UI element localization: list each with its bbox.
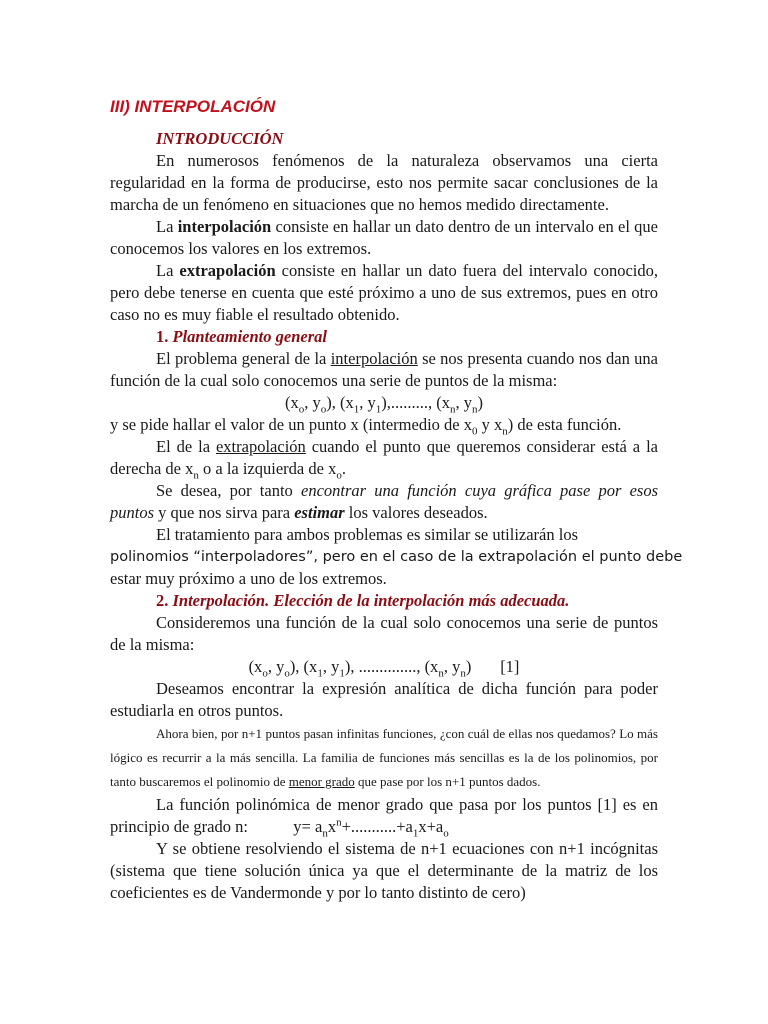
section-2-paragraph-1: Consideremos una función de la cual solo conocemos una serie de puntos de la misma:	[110, 613, 658, 654]
intro-paragraph-1: En numerosos fenómenos de la naturaleza observamos una cierta regularidad en la forma de producirse, esto nos permite sacar conclusiones de la marcha de un fenómeno en situaciones que no hemos medido directamente.	[110, 151, 658, 214]
section-1-paragraph-3: El de la extrapolación cuando el punto que queremos considerar está a la derecha de $x_n$ o a la izquierda de $x_o$.	[110, 437, 658, 482]
section-1-paragraph-5-sans: polinomios “interpoladores”, pero en el caso de la extrapolación el punto debe	[110, 549, 683, 565]
equation-reference: [1]	[500, 657, 520, 676]
chapter-title: III) INTERPOLACIÓN	[110, 97, 276, 116]
section-2-paragraph-4: La función polinómica de menor grado que pasa por los puntos [1] es en principio de grado n: $y= a_nx^n+...........+a_1x+a_o$	[110, 795, 658, 840]
section-2-heading: 2. Interpolación. Elección de la interpolación más adecuada.	[156, 591, 570, 610]
term-interpolacion: interpolación	[177, 217, 272, 236]
section-1-paragraph-2: y se pide hallar el valor de un punto x (intermedio de $x_0$ y $x_n$) de esta función.	[110, 415, 622, 438]
intro-heading: INTRODUCCIÓN	[156, 129, 284, 148]
intro-paragraph-2: La interpolación consiste en hallar un dato dentro de un intervalo en el que conocemos los valores en los extremos.	[110, 217, 659, 258]
polynomial-formula: $y= a_nx^n+...........+a_1x+a_o$	[293, 816, 449, 840]
section-2-paragraph-5: Y se obtiene resolviendo el sistema de n+1 ecuaciones con n+1 incógnitas (sistema que tiene solución única ya que el determinante de la matriz de los coeficientes es de Vandermonde y por lo tanto distinto de cero)	[110, 839, 658, 902]
section-1-paragraph-5-end: estar muy próximo a uno de los extremos.	[110, 569, 387, 588]
section-1-heading: 1. Planteamiento general	[156, 327, 327, 346]
section-1-paragraph-5: El tratamiento para ambos problemas es similar se utilizarán los	[156, 525, 578, 544]
intro-paragraph-3: La extrapolación consiste en hallar un dato fuera del intervalo conocido, pero debe tenerse en cuenta que esté próximo a uno de sus extremos, pues en otro caso no es muy fiable el resultado obtenido.	[110, 261, 658, 324]
section-2-paragraph-2: Deseamos encontrar la expresión analítica de dicha función para poder estudiarla en otros puntos.	[110, 679, 658, 720]
points-list-1: ($x_o$, $y_o$), ($x_1$, $y_1$),........., ($x_n$, $y_n$)	[285, 393, 483, 416]
points-list-2: ($x_o$, $y_o$), ($x_1$, $y_1$), .............., ($x_n$, $y_n$) [1]	[248, 657, 520, 680]
section-2-paragraph-3: Ahora bien, por n+1 puntos pasan infinitas funciones, ¿con cuál de ellas nos quedamos? Lo más lógico es recurrir a la más sencilla. La familia de funciones más sencillas es la de los polinomios, por tanto buscaremos el polinomio de menor grado que pase por los n+1 puntos dados.	[110, 726, 658, 789]
section-1-paragraph-4: Se desea, por tanto encontrar una función cuya gráfica pase por esos puntos y que nos sirva para estimar los valores deseados.	[110, 481, 658, 522]
term-extrapolacion: extrapolación	[179, 261, 276, 280]
section-1-paragraph-1: El problema general de la interpolación se nos presenta cuando nos dan una función de la cual solo conocemos una serie de puntos de la misma:	[110, 349, 658, 390]
document-page	[110, 96, 683, 904]
